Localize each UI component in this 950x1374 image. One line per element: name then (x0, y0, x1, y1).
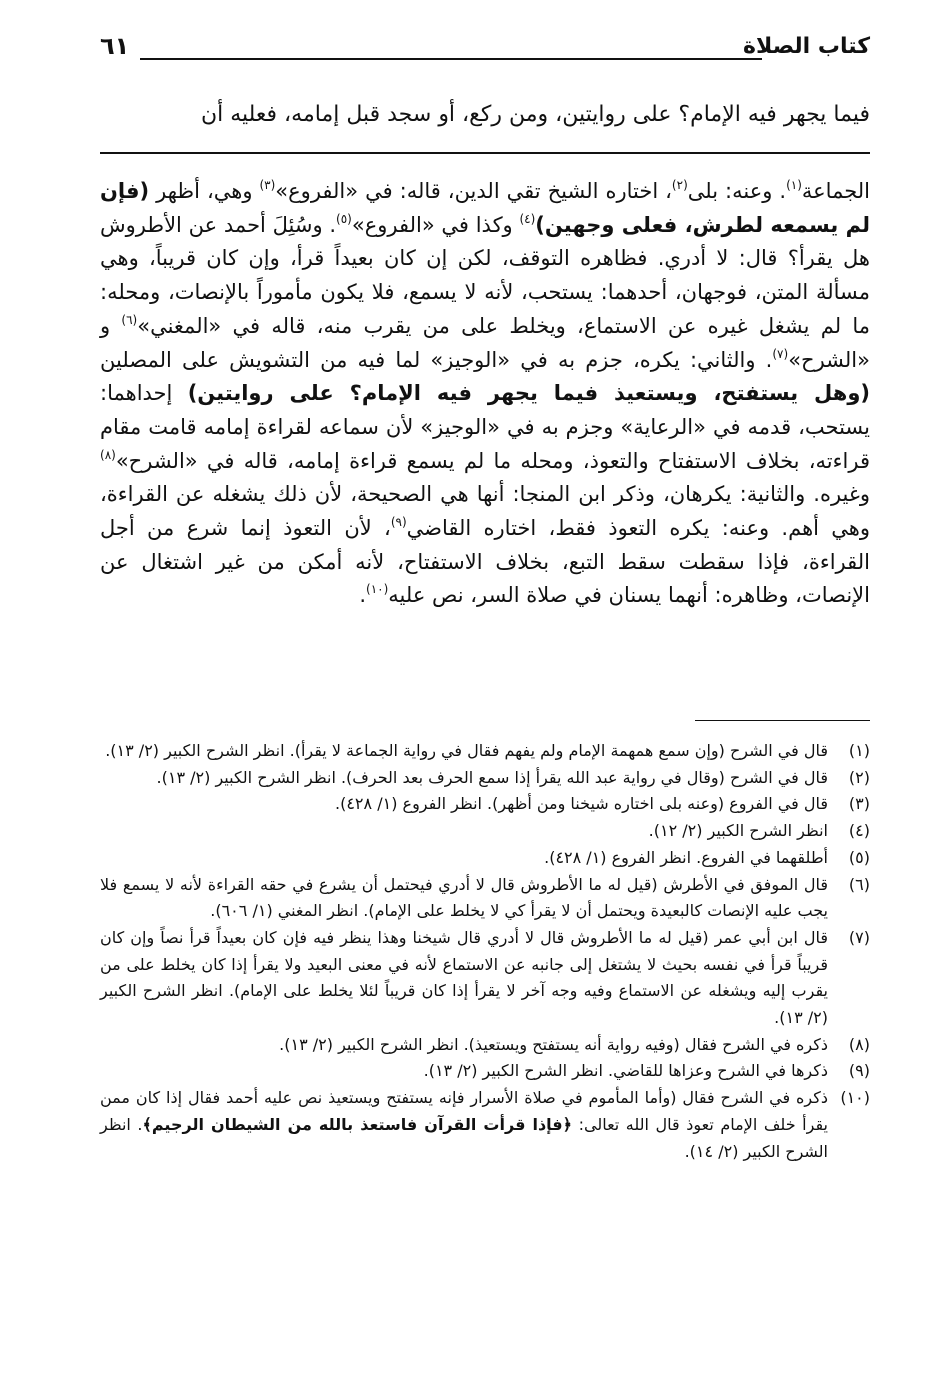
footnote-ref[interactable]: (٧) (772, 346, 789, 361)
footnote-text: ذكره في الشرح فقال (وفيه رواية أنه يستفتح ويستعيذ). انظر الشرح الكبير (٢/ ١٣). (279, 1034, 828, 1054)
text-segment: . (359, 583, 366, 608)
footnote-number: (٥) (848, 847, 870, 867)
footnote-number: (١٠) (840, 1088, 870, 1108)
footnote-number: (٢) (848, 767, 870, 787)
footnote (100, 1058, 870, 1085)
text-segment: ، اختاره الشيخ تقي الدين، قاله: في «الفروع» (275, 179, 672, 203)
footnote-text: . انظر الشرح الكبير (٢/ ١٤). (100, 1114, 828, 1161)
footnote-text: قال في الشرح (وقال في رواية عبد الله يقرأ إذا سمع الحرف بعد الحرف). انظر الشرح الكبير (٢/ ١٣). (156, 767, 828, 787)
text-divider (100, 152, 870, 154)
footnote-text: قال الموفق في الأطرش (قيل له ما الأطروش قال لا أدري فيحتمل أن يشرع في حقه القراءة لأنه لا يسمع فلا يجب عليه الإنصات كالبعيدة ويحتمل أن لا يقرأ كي لا يخلط على الإمام). انظر المغني (١/ ٦٠٦). (100, 874, 828, 921)
footnote-text: ذكره في الشرح فقال (وأما المأموم في صلاة الأسرار فإنه يستفتح ويستعيذ نص عليه أحمد فقال إذا كان ممن يقرأ خلف الإمام تعوذ قال الله تعالى: (100, 1088, 828, 1134)
text-segment: . والثاني: يكره، جزم به في «الوجيز» لما فيه من التشويش على المصلين (100, 347, 773, 372)
footnote-number: (٦) (848, 874, 870, 894)
footnote-ref[interactable]: (٨) (100, 447, 116, 462)
footnote-number: (٨) (848, 1034, 870, 1054)
text-segment: وغيره. والثانية: يكرهان، وذكر ابن المنجا: أنها هي الصحيحة، لأن ذلك يشغله عن القراءة، وهي أهم. وعنه: يكره التعوذ فقط، اختاره القاضي (100, 482, 871, 541)
commentary-text (100, 175, 870, 613)
quran-verse: ﴿فإذا قرأت القرآن فاستعذ بالله من الشيطان الرجيم﴾ (142, 1114, 573, 1134)
footnote (100, 818, 870, 845)
text-segment: وهي، أظهر (149, 179, 260, 203)
footnote (100, 872, 870, 925)
footnotes (100, 738, 870, 1165)
footnote (100, 765, 870, 792)
upper-text: فيما يجهر فيه الإمام؟ على روايتين، ومن ركع، أو سجد قبل إمامه، فعليه أن (200, 102, 870, 127)
footnote-divider (695, 720, 870, 721)
text-segment: وكذا في «الفروع» (351, 212, 520, 237)
footnote-ref[interactable]: (٣) (259, 178, 276, 192)
running-header (100, 30, 870, 70)
chapter-title: كتاب الصلاة (743, 34, 870, 59)
footnote-ref[interactable]: (٦) (121, 312, 138, 327)
text-segment: إحداهما: يستحب، قدمه في «الرعاية» وجزم به في «الوجيز» لأن سماعه لقراءة إمامه قامت مقام قراءته، بخلاف الاستفتاح والتعوذ، ومحله ما لم يسمع قراءة إمامه، قاله في «الشرح» (100, 381, 870, 473)
footnote-ref[interactable]: (١٠) (366, 582, 389, 597)
footnote-text: قال في الشرح (وإن سمع همهمة الإمام ولم يفهم فقال في رواية الجماعة لا يقرأ). انظر الشرح الكبير (٢/ ١٣). (105, 741, 828, 760)
footnote-ref[interactable]: (٢) (671, 178, 688, 192)
footnote-text: قال ابن أبي عمر (قيل له ما الأطروش قال لا أدري قال شيخنا وهذا ينظر فيه فإن كان بعيداً قرأ نصاً وإن كان قريباً قرأ في نفسه بحيث لا يشتغل إلى جانبه عن الاستماع لأنه في معنى البعيد ولا يقرأ إذا كان يخلط على من يقرب إليه ويشغله عن الاستماع وفيه وجه آخر لا يقرأ إذا كان قريباً لئلا يخلط على الإمام). انظر الشرح الكبير (٢/ ١٣). (100, 927, 828, 1028)
text-segment: . وعنه: بلى (687, 179, 787, 203)
text-segment: و «الشرح» (100, 313, 870, 372)
footnote-number: (٧) (848, 927, 870, 947)
footnote-number: (٤) (848, 821, 870, 841)
footnote-number: (٩) (848, 1061, 870, 1081)
footnote-text: أطلقهما في الفروع. انظر الفروع (١/ ٤٢٨). (544, 847, 828, 867)
footnote-text: انظر الشرح الكبير (٢/ ١٢). (648, 821, 828, 841)
footnote-ref[interactable]: (٥) (336, 211, 352, 226)
footnote (100, 1085, 870, 1165)
footnote-text: قال في الفروع (وعنه بلى اختاره شيخنا ومن أظهر). انظر الفروع (١/ ٤٢٨). (335, 794, 828, 814)
footnote-ref[interactable]: (١) (786, 178, 802, 192)
footnote-number: (٣) (848, 794, 870, 814)
footnote (100, 845, 870, 872)
footnote-ref[interactable]: (٩) (390, 515, 407, 530)
text-segment: الجماعة (801, 179, 871, 203)
footnote (100, 738, 870, 765)
footnote (100, 791, 870, 818)
matn-quote: (وهل يستفتح، ويستعيذ فيما يجهر فيه الإمام؟ على روايتين) (187, 381, 870, 406)
footnote (100, 925, 870, 1032)
footnote-text: ذكرها في الشرح وعزاها للقاضي. انظر الشرح الكبير (٢/ ١٣). (423, 1061, 828, 1081)
text-segment: ، لأن التعوذ إنما شرع من أجل القراءة، فإذا سقطت سقط التبع، بخلاف الاستفتاح، لأنه أمكن من غير اشتغال عن الإنصات، وظاهره: أنهما يسنان في صلاة السر، نص عليه (100, 516, 870, 608)
header-rule (140, 58, 762, 60)
footnote-number: (١) (848, 741, 870, 760)
text-segment: . وسُئِلَ أحمد عن الأطروش هل يقرأ؟ قال: لا أدري. فظاهره التوقف، لكن إن كان بعيداً قرأ، وإن كان قريباً، وهي مسألة المتن، فوجهان، أحدهما: يستحب، لأنه لا يسمع، فلا يكون مأموراً بالإنصات، ومحله: ما لم يشغل غيره عن الاستماع، ويخلط على من يقرب منه، قاله في «المغني» (100, 212, 870, 338)
matn-quote: (فإن لم يسمعه لطرش، فعلى وجهين) (100, 179, 870, 237)
footnote-ref[interactable]: (٤) (519, 211, 536, 226)
footnote (100, 1032, 870, 1059)
page-number: ٦١ (100, 32, 130, 60)
